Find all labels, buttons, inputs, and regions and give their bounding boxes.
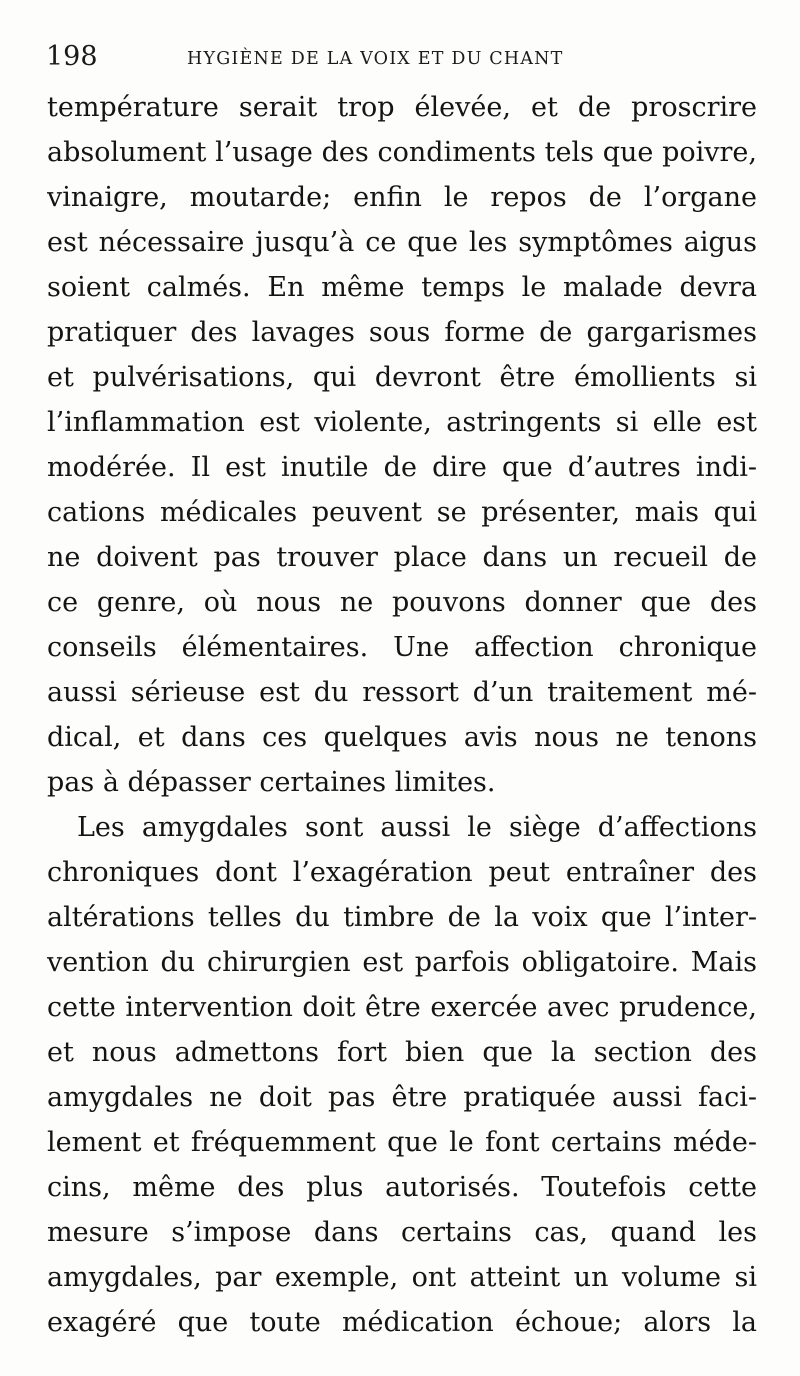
text-line: vinaigre, moutarde; enfin le repos de l’organe — [47, 182, 757, 213]
text-line: amygdales, par exemple, ont atteint un volume si — [47, 1262, 757, 1293]
text-line: amygdales ne doit pas être pratiquée aussi faci- — [47, 1082, 757, 1113]
page-header — [46, 42, 758, 76]
text-line: modérée. Il est inutile de dire que d’autres indi- — [47, 452, 757, 483]
text-line: soient calmés. En même temps le malade devra — [47, 272, 757, 303]
text-line: absolument l’usage des condiments tels que poivre, — [47, 137, 757, 168]
text-line: et nous admettons fort bien que la section des — [47, 1037, 757, 1068]
text-line: cette intervention doit être exercée avec prudence, — [47, 992, 757, 1023]
page-number: 198 — [46, 41, 98, 72]
text-line: température serait trop élevée, et de proscrire — [47, 92, 757, 123]
text-line: mesure s’impose dans certains cas, quand les — [47, 1217, 757, 1248]
text-line: lement et fréquemment que le font certains méde- — [47, 1127, 757, 1158]
text-line: ce genre, où nous ne pouvons donner que des — [47, 587, 757, 618]
text-line: cins, même des plus autorisés. Toutefois cette — [47, 1172, 757, 1203]
text-line: l’inflammation est violente, astringents si elle est — [47, 407, 757, 438]
text-line: dical, et dans ces quelques avis nous ne tenons — [47, 722, 757, 753]
text-line: pas à dépasser certaines limites. — [47, 767, 496, 798]
text-line: Les amygdales sont aussi le siège d’affections — [77, 812, 757, 843]
text-line: chroniques dont l’exagération peut entraîner des — [47, 857, 757, 888]
text-line: ne doivent pas trouver place dans un recueil de — [47, 542, 757, 573]
text-line: et pulvérisations, qui devront être émollients si — [47, 362, 757, 393]
text-line: aussi sérieuse est du ressort d’un traitement mé- — [47, 677, 757, 708]
text-line: altérations telles du timbre de la voix que l’inter- — [47, 902, 757, 933]
text-line: est nécessaire jusqu’à ce que les symptômes aigus — [47, 227, 757, 258]
text-line: vention du chirurgien est parfois obligatoire. Mais — [47, 947, 757, 978]
text-line: pratiquer des lavages sous forme de gargarismes — [47, 317, 757, 348]
text-line: conseils élémentaires. Une affection chronique — [47, 632, 757, 663]
text-line: cations médicales peuvent se présenter, mais qui — [47, 497, 757, 528]
running-title: HYGIÈNE DE LA VOIX ET DU CHANT — [187, 49, 564, 69]
text-line: exagéré que toute médication échoue; alors la — [47, 1307, 757, 1338]
